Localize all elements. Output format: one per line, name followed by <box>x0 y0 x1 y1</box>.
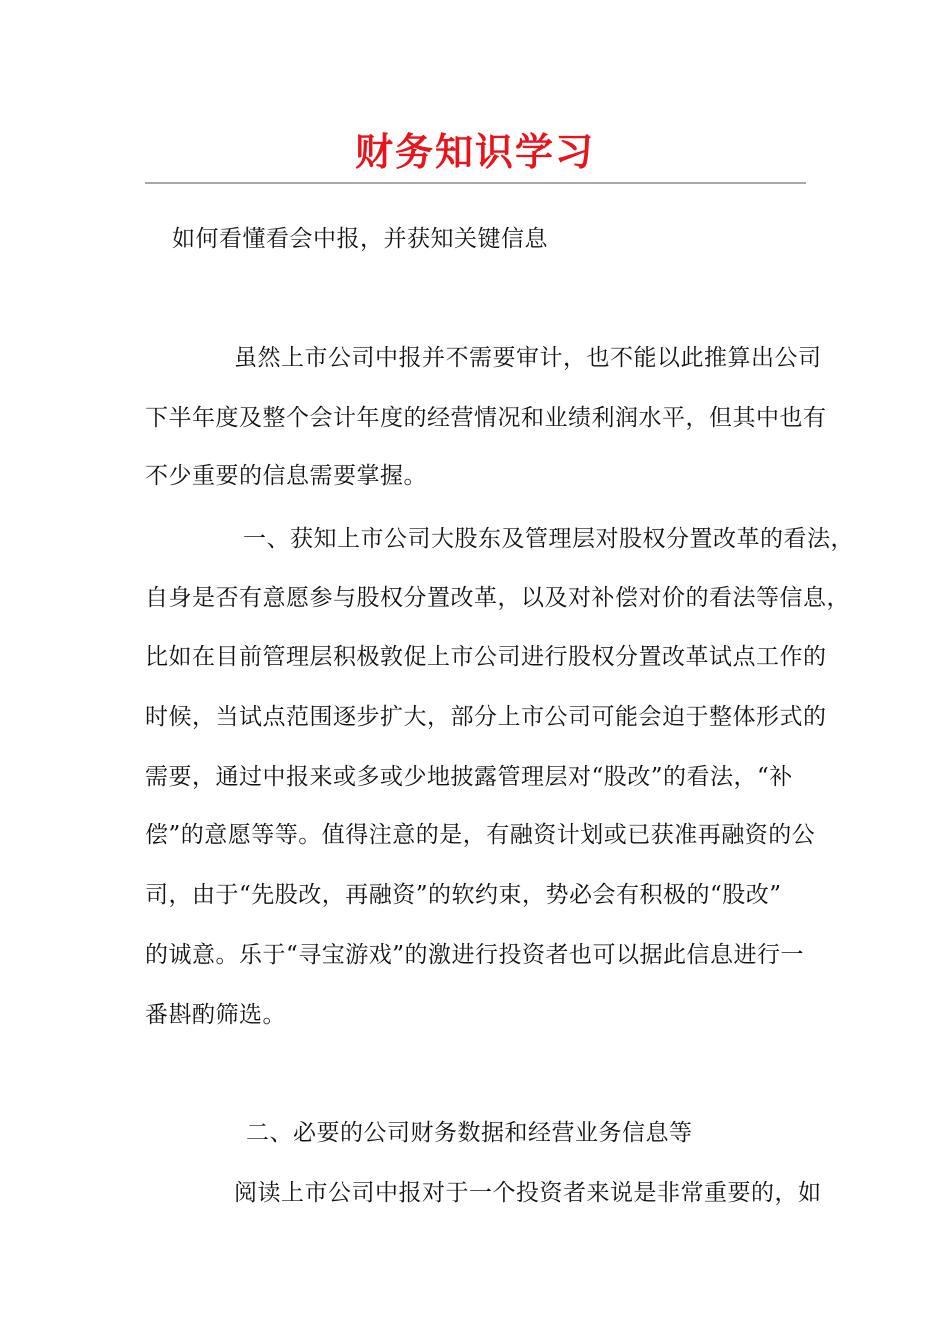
paragraph-1-line: 虽然上市公司中报并不需要审计，也不能以此推算出公司 <box>234 345 822 371</box>
document-subtitle: 如何看懂看会中报，并获知关键信息 <box>172 226 548 252</box>
paragraph-2-line: 偿”的意愿等等。值得注意的是，有融资计划或已获准再融资的公 <box>145 822 816 848</box>
paragraph-2-line: 番斟酌筛选。 <box>145 1002 286 1028</box>
paragraph-2-line: 司，由于“先股改，再融资”的软约束，势必会有积极的“股改” <box>145 882 782 908</box>
paragraph-2-line: 比如在目前管理层积极敦促上市公司进行股权分置改革试点工作的 <box>145 644 827 670</box>
paragraph-2-line: 自身是否有意愿参与股权分置改革，以及对补偿对价的看法等信息， <box>145 585 850 611</box>
paragraph-1-line: 不少重要的信息需要掌握。 <box>145 463 427 489</box>
paragraph-3-line: 阅读上市公司中报对于一个投资者来说是非常重要的，如 <box>234 1180 822 1206</box>
paragraph-2-line: 需要，通过中报来或多或少地披露管理层对“股改”的看法，“补 <box>145 764 793 790</box>
paragraph-1-line: 下半年度及整个会计年度的经营情况和业绩利润水平，但其中也有 <box>145 405 827 431</box>
paragraph-2-line: 的诚意。乐于“寻宝游戏”的激进行投资者也可以据此信息进行一 <box>145 942 805 968</box>
paragraph-2-line: 时候，当试点范围逐步扩大，部分上市公司可能会迫于整体形式的 <box>145 704 827 730</box>
paragraph-2-line: 一、获知上市公司大股东及管理层对股权分置改革的看法， <box>243 526 854 552</box>
section-heading: 二、必要的公司财务数据和经营业务信息等 <box>246 1120 693 1146</box>
page-title: 财务知识学习 <box>354 129 595 174</box>
title-divider <box>145 182 806 184</box>
